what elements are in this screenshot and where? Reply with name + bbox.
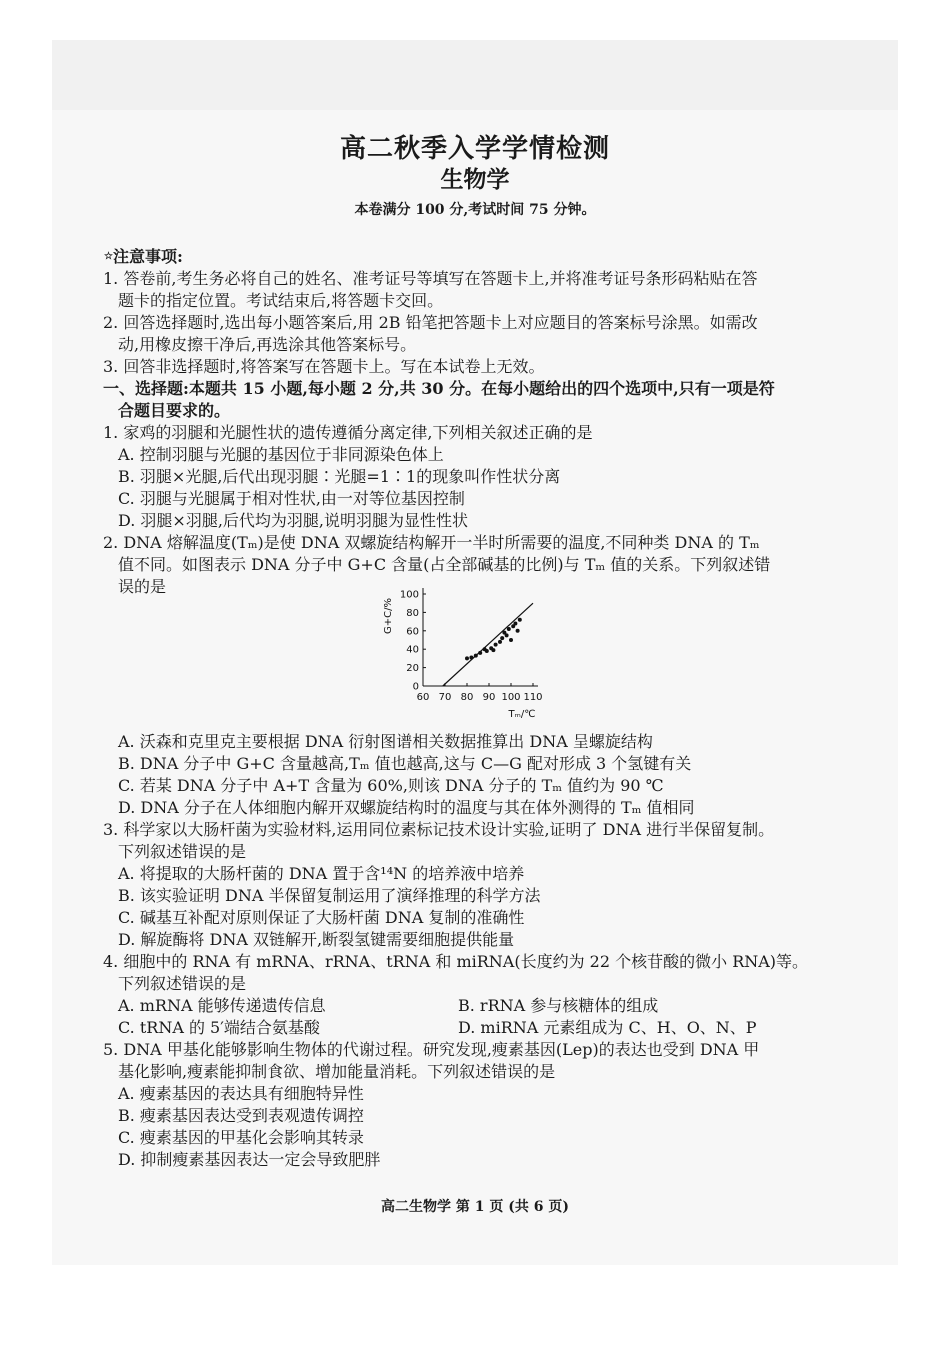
- star-icon: ☆: [104, 251, 113, 262]
- q2-stem: 误的是: [118, 577, 167, 596]
- q5-stem: 基化影响,瘦素能抑制食欲、增加能量消耗。下列叙述错误的是: [118, 1062, 556, 1081]
- data-point: [465, 656, 469, 660]
- notes-line: 2. 回答选择题时,选出每小题答案后,用 2B 铅笔把答题卡上对应题目的答案标号涂黑。如需改: [103, 313, 758, 332]
- section-heading: 一、选择题:本题共 15 小题,每小题 2 分,共 30 分。在每小题给出的四个选项中,只有一项是符: [103, 379, 775, 398]
- q2-stem: 值不同。如图表示 DNA 分子中 G+C 含量(占全部碱基的比例)与 Tₘ 值的关系。下列叙述错: [118, 555, 771, 574]
- data-point: [474, 654, 478, 658]
- q4-stem: 下列叙述错误的是: [118, 974, 247, 993]
- x-tick-label: 110: [523, 692, 543, 703]
- exam-title: 高二秋季入学学情检测: [339, 134, 610, 164]
- q3-option-d: D. 解旋酶将 DNA 双链解开,断裂氢键需要细胞提供能量: [118, 930, 515, 949]
- y-tick-label: 60: [406, 626, 419, 638]
- y-tick-label: 100: [399, 589, 419, 601]
- x-tick-label: 80: [460, 692, 474, 703]
- q5-option-b: B. 瘦素基因表达受到表观遗传调控: [118, 1106, 364, 1125]
- x-axis-label: Tₘ/℃: [508, 709, 536, 720]
- y-tick-label: 0: [412, 681, 419, 693]
- notes-line: 1. 答卷前,考生务必将自己的姓名、准考证号等填写在答题卡上,并将准考证号条形码粘贴在答: [103, 269, 758, 288]
- x-tick-label: 90: [482, 692, 496, 703]
- q4-option-d: D. miRNA 元素组成为 C、H、O、N、P: [458, 1018, 757, 1037]
- q3-stem: 下列叙述错误的是: [118, 842, 247, 861]
- data-point: [518, 618, 522, 622]
- q5-option-c: C. 瘦素基因的甲基化会影响其转录: [118, 1128, 364, 1147]
- data-point: [516, 629, 520, 633]
- q1-option-b: B. 羽腿×光腿,后代出现羽腿∶光腿=1∶1的现象叫作性状分离: [118, 467, 561, 486]
- data-point: [491, 648, 495, 652]
- data-point: [507, 627, 511, 631]
- q2-option-c: C. 若某 DNA 分子中 A+T 含量为 60%,则该 DNA 分子的 Tₘ 值约为 90 ℃: [118, 776, 664, 795]
- data-point: [485, 649, 489, 653]
- x-tick-label: 70: [438, 692, 452, 703]
- q3-option-c: C. 碱基互补配对原则保证了大肠杆菌 DNA 复制的准确性: [118, 908, 525, 927]
- data-point: [509, 638, 513, 642]
- q4-option-c: C. tRNA 的 5′端结合氨基酸: [118, 1018, 320, 1037]
- q4-option-a: A. mRNA 能够传递遗传信息: [118, 996, 326, 1015]
- notes-line: 3. 回答非选择题时,将答案写在答题卡上。写在本试卷上无效。: [103, 357, 545, 376]
- section-heading-cont: 合题目要求的。: [118, 401, 231, 420]
- q2-option-d: D. DNA 分子在人体细胞内解开双螺旋结构时的温度与其在体外测得的 Tₘ 值相同: [118, 798, 695, 817]
- q4-stem: 4. 细胞中的 RNA 有 mRNA、rRNA、tRNA 和 miRNA(长度约为 22 个核苷酸的微小 RNA)等。: [103, 952, 809, 971]
- data-point: [498, 640, 502, 644]
- q1-option-d: D. 羽腿×羽腿,后代均为羽腿,说明羽腿为显性性状: [118, 511, 469, 530]
- x-tick-label: 100: [501, 692, 521, 703]
- q2-option-b: B. DNA 分子中 G+C 含量越高,Tₘ 值也越高,这与 C—G 配对形成 3 个氢键有关: [118, 754, 692, 773]
- q1-stem: 1. 家鸡的羽腿和光腿性状的遗传遵循分离定律,下列相关叙述正确的是: [103, 423, 593, 442]
- q2-stem: 2. DNA 熔解温度(Tₘ)是使 DNA 双螺旋结构解开一半时所需要的温度,不同种类 DNA 的 Tₘ: [103, 533, 760, 552]
- data-point: [469, 655, 473, 659]
- q3-option-b: B. 该实验证明 DNA 半保留复制运用了演绎推理的科学方法: [118, 886, 541, 905]
- q2-option-a: A. 沃森和克里克主要根据 DNA 衍射图谱相关数据推算出 DNA 呈螺旋结构: [118, 732, 653, 751]
- page-footer: 高二生物学 第 1 页 (共 6 页): [381, 1199, 569, 1215]
- notes-heading-text: 注意事项:: [112, 247, 183, 266]
- y-tick-label: 80: [406, 607, 419, 619]
- data-point: [505, 633, 509, 637]
- y-axis-label: G+C/%: [383, 598, 394, 634]
- q3-stem: 3. 科学家以大肠杆菌为实验材料,运用同位素标记技术设计实验,证明了 DNA 进行半保留复制。: [103, 820, 775, 839]
- data-point: [494, 643, 498, 647]
- y-tick-label: 20: [406, 663, 419, 675]
- q5-stem: 5. DNA 甲基化能够影响生物体的代谢过程。研究发现,瘦素基因(Lep)的表达也受到 DNA 甲: [103, 1040, 760, 1059]
- data-point: [478, 651, 482, 655]
- notes-line: 动,用橡皮擦干净后,再选涂其他答案标号。: [118, 335, 417, 354]
- q4-option-b: B. rRNA 参与核糖体的组成: [458, 996, 659, 1015]
- exam-info: 本卷满分 100 分,考试时间 75 分钟。: [354, 202, 596, 218]
- gc-tm-scatter-chart: [375, 583, 575, 723]
- notes-heading: [104, 246, 183, 267]
- y-tick-label: 40: [406, 644, 419, 656]
- x-tick-label: 60: [416, 692, 430, 703]
- q3-option-a: A. 将提取的大肠杆菌的 DNA 置于含¹⁴N 的培养液中培养: [118, 864, 525, 883]
- q1-option-c: C. 羽腿与光腿属于相对性状,由一对等位基因控制: [118, 489, 465, 508]
- notes-line: 题卡的指定位置。考试结束后,将答题卡交回。: [118, 291, 444, 310]
- data-point: [500, 636, 504, 640]
- trend-line: [443, 603, 533, 686]
- subject-title: 生物学: [440, 166, 510, 193]
- q1-option-a: A. 控制羽腿与光腿的基因位于非同源染色体上: [118, 445, 444, 464]
- q5-option-d: D. 抑制瘦素基因表达一定会导致肥胖: [118, 1150, 381, 1169]
- data-point: [513, 621, 517, 625]
- q5-option-a: A. 瘦素基因的表达具有细胞特异性: [118, 1084, 364, 1103]
